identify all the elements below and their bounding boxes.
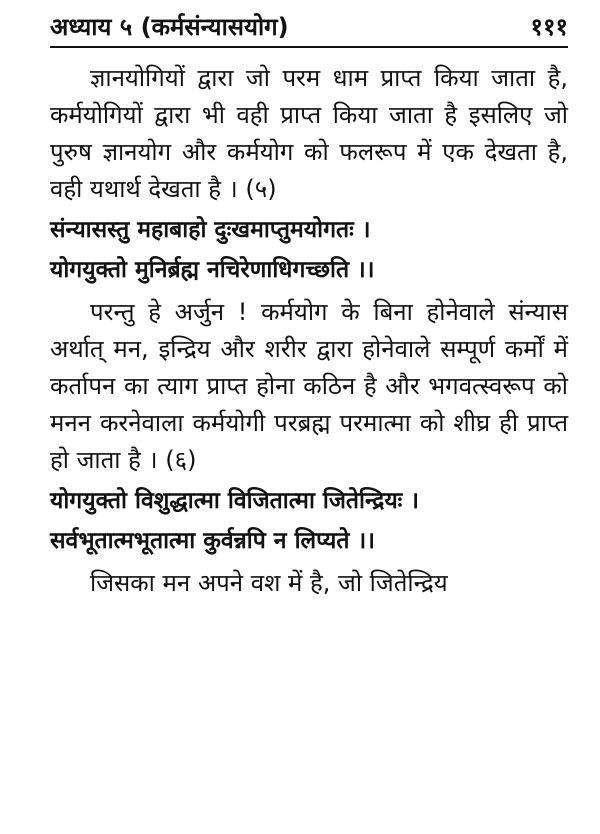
commentary-paragraph: जिसका मन अपने वश में है, जो जितेन्द्रिय <box>90 569 448 597</box>
chapter-title: अध्याय ५ (कर्मसंन्यासयोग) <box>50 12 289 41</box>
commentary-paragraph: परन्तु हे अर्जुन ! कर्मयोग के बिना होनेवाले संन्यास अर्थात् मन, इन्द्रिय और शरीर द्वारा होनेवाले सम्पूर्ण कर्मों में कर्तापन का त्याग प्राप्त होना कठिन है और भगवत्स्वरूप को मनन करनेवाला कर्मयोगी परब्रह्म परमात्मा को शीघ्र ही प्राप्त हो जाता है । (६) <box>50 298 568 474</box>
verse-line: योगयुक्तो मुनिर्ब्रह्म नचिरेणाधिगच्छति ।। <box>50 257 375 283</box>
page-header <box>50 0 568 46</box>
verse-line: संन्यासस्तु महाबाहो दुःखमाप्तुमयोगतः । <box>50 217 371 243</box>
verse-block <box>50 481 568 561</box>
verse-block <box>50 210 568 290</box>
page-number: १११ <box>530 12 568 41</box>
commentary-paragraph: ज्ञानयोगियों द्वारा जो परम धाम प्राप्त किया जाता है, कर्मयोगियों द्वारा भी वही प्राप्त किया जाता है इसलिए जो पुरुष ज्ञानयोग और कर्मयोग को फलरूप में एक देखता है, वही यथार्थ देखता है । (५) <box>50 64 568 203</box>
verse-line: योगयुक्तो विशुद्धात्मा विजितात्मा जितेन्द्रियः । <box>50 488 420 514</box>
header-rule <box>50 46 568 48</box>
verse-line: सर्वभूतात्मभूतात्मा कुर्वन्नपि न लिप्यते ।। <box>50 528 375 554</box>
